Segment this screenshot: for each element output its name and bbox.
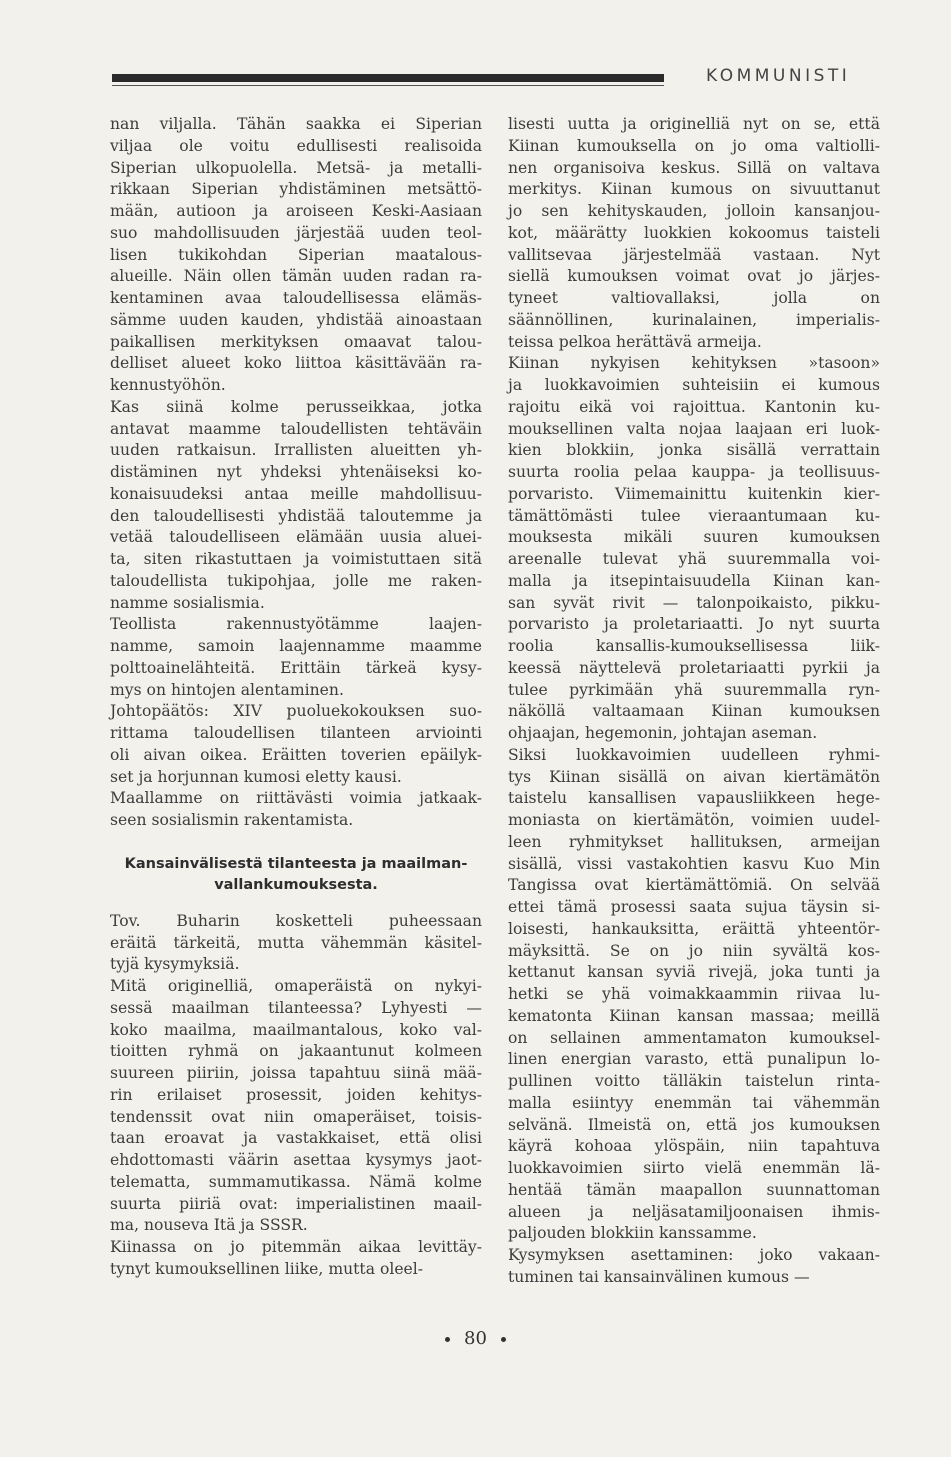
text-line: tuminen tai kansainvälinen kumous —: [508, 1267, 810, 1286]
heading-line: vallankumouksesta.: [214, 876, 378, 893]
text-line: porvaristo. Viimemainittu kuitenkin kier-: [508, 484, 880, 503]
text-line: luokkavoimien siirto vielä enemmän lä-: [508, 1159, 880, 1177]
text-line: kot, määrätty luokkien kokoomus taisteli: [508, 223, 880, 242]
text-line: teissa pelkoa herättävä armeija.: [508, 332, 762, 351]
text-line: telematta, summamutikassa. Nämä kolme: [110, 1172, 482, 1191]
text-line: Siksi luokkavoimien uudelleen ryhmi-: [508, 745, 880, 764]
text-line: hentää tämän maapallon suunnattoman: [508, 1180, 880, 1199]
text-line: lisen tukikohdan Siperian maatalous-: [110, 245, 482, 264]
text-line: linen energian varasto, että punalipun lo-: [508, 1050, 880, 1069]
text-line: tioitten ryhmä on jakaantunut kolmeen: [110, 1042, 482, 1061]
text-line: nan viljalla. Tähän saakka ei Siperian: [110, 115, 482, 133]
text-line: suo mahdollisuuden järjestää uuden teol-: [110, 223, 482, 242]
right-column-text: [508, 114, 880, 1289]
page-number: 80: [464, 1328, 487, 1349]
text-line: mouksesta mikäli suuren kumouksen: [508, 528, 880, 547]
text-line: siellä kumouksen voimat ovat jo järjes-: [508, 267, 880, 286]
text-line: pullinen voitto tälläkin taistelun rinta-: [508, 1072, 880, 1090]
text-line: san syvät rivit — talonpoikaisto, pikku-: [508, 593, 880, 612]
text-line: den taloudellisesti yhdistää taloutemme ja: [110, 506, 482, 525]
text-line: malla esiintyy enemmän tai vähemmän: [508, 1093, 880, 1112]
text-line: leen ryhmitykset hallituksen, armeijan: [508, 832, 880, 851]
text-line: rin erilaiset prosessit, joiden kehitys-: [110, 1085, 482, 1104]
text-line: antavat maamme taloudellisten tehtäväin: [110, 419, 482, 438]
text-line: Kiinassa on jo pitemmän aikaa levittäy-: [110, 1238, 482, 1256]
text-line: ohjaajan, hegemonin, johtajan aseman.: [508, 724, 818, 742]
left-column: [110, 114, 482, 1281]
text-line: Mitä originelliä, omaperäistä on nykyi-: [110, 977, 482, 995]
header-rule-thin: [112, 85, 664, 86]
text-line: rikkaan Siperian yhdistäminen metsättö-: [110, 180, 482, 199]
text-line: namme sosialismia.: [110, 593, 265, 612]
text-line: taistelu kansallisen vapausliikkeen hege-: [508, 789, 880, 808]
text-line: vetää taloudelliseen elämään uusia aluei-: [110, 528, 482, 547]
text-line: konaisuudeksi antaa meille mahdollisuu-: [110, 484, 482, 503]
text-line: kentaminen avaa taloudellisessa elämäs-: [110, 289, 482, 307]
text-line: on sellainen ammentamaton kumouksel-: [508, 1028, 880, 1047]
text-line: porvaristo ja proletariaatti. Jo nyt suurta: [508, 615, 880, 634]
text-line: mys on hintojen alentaminen.: [110, 680, 344, 699]
page-footer: [0, 1328, 951, 1349]
text-line: polttoainelähteitä. Erittäin tärkeä kysy-: [110, 658, 482, 677]
text-line: paikallisen merkityksen omaavat talou-: [110, 332, 482, 351]
text-line: namme, samoin laajennamme maamme: [110, 637, 482, 655]
text-line: taloudellista tukipohjaa, jolle me raken-: [110, 571, 482, 590]
text-line: Tov. Buharin kosketteli puheessaan: [110, 911, 482, 930]
text-line: koko maailma, maailmantalous, koko val-: [110, 1020, 482, 1039]
text-line: Maallamme on riittävästi voimia jatkaak-: [110, 789, 482, 808]
text-line: tendenssit ovat niin omaperäiset, toisis-: [110, 1107, 482, 1126]
text-line: ettei tämä prosessi saata sujua täysin si-: [508, 898, 880, 916]
text-line: ja luokkavoimien suhteisiin ei kumous: [508, 376, 880, 394]
text-line: mäyksittä. Se on jo niin syvältä kos-: [508, 941, 880, 960]
text-line: delliset alueet koko liittoa käsittävään ra-: [110, 354, 482, 373]
bullet-icon: [501, 1337, 506, 1342]
section-heading: [110, 854, 482, 896]
text-line: kematonta Kiinan kansan massaa; meillä: [508, 1006, 880, 1025]
text-line: Kysymyksen asettaminen: joko vakaan-: [508, 1246, 880, 1264]
running-head: KOMMUNISTI: [706, 66, 851, 86]
text-line: loisesti, hankauksitta, eräittä yhteentör-: [508, 919, 880, 938]
text-line: kennustyöhön.: [110, 376, 226, 394]
text-line: seen sosialismin rakentamista.: [110, 811, 354, 829]
text-line: rittama taloudellisen tilanteen arviointi: [110, 724, 482, 742]
text-line: ehdottomasti väärin asettaa kysymys jaot-: [110, 1151, 482, 1169]
text-line: paljouden blokkiin kanssamme.: [508, 1224, 757, 1243]
text-line: ma, nouseva Itä ja SSSR.: [110, 1216, 308, 1235]
text-line: merkitys. Kiinan kumous on sivuuttanut: [508, 180, 880, 199]
left-column-text-continued: [110, 911, 482, 1281]
header-rule: [112, 74, 664, 82]
text-line: hetki se yhä voimakkaammin riivaa lu-: [508, 985, 880, 1003]
text-line: tynyt kumouksellinen liike, mutta oleel-: [110, 1259, 424, 1278]
text-line: näköllä valtaamaan Kiinan kumouksen: [508, 702, 880, 721]
text-line: jo sen kehityskauden, jolloin kansanjou-: [508, 202, 880, 220]
text-line: distäminen nyt yhdeksi yhtenäiseksi ko-: [110, 463, 482, 481]
text-line: sämme uuden kauden, yhdistää ainoastaan: [110, 310, 482, 329]
text-line: nen organisoiva keskus. Sillä on valtava: [508, 158, 880, 177]
text-line: Teollista rakennustyötämme laajen-: [110, 615, 482, 634]
text-line: sessä maailman tilanteessa? Lyhyesti —: [110, 998, 482, 1017]
text-line: eräitä tärkeitä, mutta vähemmän käsitel-: [110, 933, 482, 952]
bullet-icon: [445, 1337, 450, 1342]
text-line: set ja horjunnan kumosi eletty kausi.: [110, 767, 402, 786]
text-line: mouksellinen valta nojaa laajaan eri luok-: [508, 419, 880, 438]
text-line: alueille. Näin ollen tämän uuden radan ra-: [110, 267, 482, 286]
text-line: tyjä kysymyksiä.: [110, 955, 240, 974]
text-line: Kiinan kumouksella on jo oma valtiolli-: [508, 136, 880, 155]
text-line: selvänä. Ilmeistä on, että jos kumouksen: [508, 1115, 880, 1134]
text-line: suurta piiriä ovat: imperialistinen maail-: [110, 1194, 482, 1213]
text-line: mään, autioon ja aroiseen Keski-Aasiaan: [110, 202, 482, 220]
text-line: kien blokkiin, jonka sisällä verrattain: [508, 441, 880, 460]
text-line: alueen ja neljäsatamiljoonaisen ihmis-: [508, 1202, 880, 1221]
section-gap-small: [110, 896, 482, 911]
text-line: käyrä kohoaa ylöspäin, niin tapahtuva: [508, 1137, 880, 1156]
text-line: viljaa ole voitu edullisesti realisoida: [110, 136, 482, 155]
text-line: suurta roolia pelaa kauppa- ja teollisuus-: [508, 463, 880, 481]
text-line: säännöllinen, kurinalainen, imperialis-: [508, 310, 880, 329]
text-line: taan eroavat ja vastakkaiset, että olisi: [110, 1129, 482, 1148]
text-line: oli aivan oikea. Eräitten toverien epäilyk-: [110, 745, 482, 764]
text-line: suureen piiriin, joissa tapahtuu siinä mää-: [110, 1064, 482, 1082]
text-line: areenalle tulevat yhä suuremmalla voi-: [508, 550, 880, 568]
text-line: keessä näyttelevä proletariaatti pyrkii ja: [508, 658, 880, 677]
text-line: Siperian ulkopuolella. Metsä- ja metalli-: [110, 158, 482, 177]
left-column-text: [110, 114, 482, 832]
text-line: vallitsevaa järjestelmää vastaan. Nyt: [508, 245, 880, 264]
text-line: tyneet valtiovallaksi, jolla on: [508, 289, 880, 307]
text-line: uuden ratkaisun. Irrallisten alueitten yh-: [110, 441, 482, 460]
text-line: Kiinan nykyisen kehityksen »tasoon»: [508, 354, 880, 373]
right-column: [508, 114, 880, 1289]
text-line: sisällä, vissi vastakohtien kasvu Kuo Min: [508, 854, 880, 873]
text-line: kettanut kansan syviä rivejä, joka tunti ja: [508, 963, 880, 982]
text-line: moniasta on kiertämätön, voimien uudel-: [508, 811, 880, 829]
text-line: malla ja itsepintaisuudella Kiinan kan-: [508, 571, 880, 590]
text-line: lisesti uutta ja originelliä nyt on se, että: [508, 115, 880, 133]
text-line: ta, siten rikastuttaen ja voimistuttaen sitä: [110, 550, 482, 568]
text-line: Tangissa ovat kiertämättömiä. On selvää: [508, 876, 880, 895]
text-line: roolia kansallis-kumouksellisessa liik-: [508, 637, 880, 655]
text-line: Johtopäätös: XIV puoluekokouksen suo-: [110, 702, 482, 721]
text-line: rajoitu eikä voi rajoittua. Kantonin ku-: [508, 397, 880, 416]
heading-line: Kansainvälisestä tilanteesta ja maailman-: [124, 855, 468, 872]
text-line: Kas siinä kolme perusseikkaa, jotka: [110, 397, 482, 416]
text-line: tämättömästi tulee vieraantumaan ku-: [508, 506, 880, 525]
text-line: tys Kiinan sisällä on aivan kiertämätön: [508, 767, 880, 786]
section-gap: [110, 832, 482, 854]
text-line: tulee pyrkimään yhä suuremmalla ryn-: [508, 680, 880, 699]
